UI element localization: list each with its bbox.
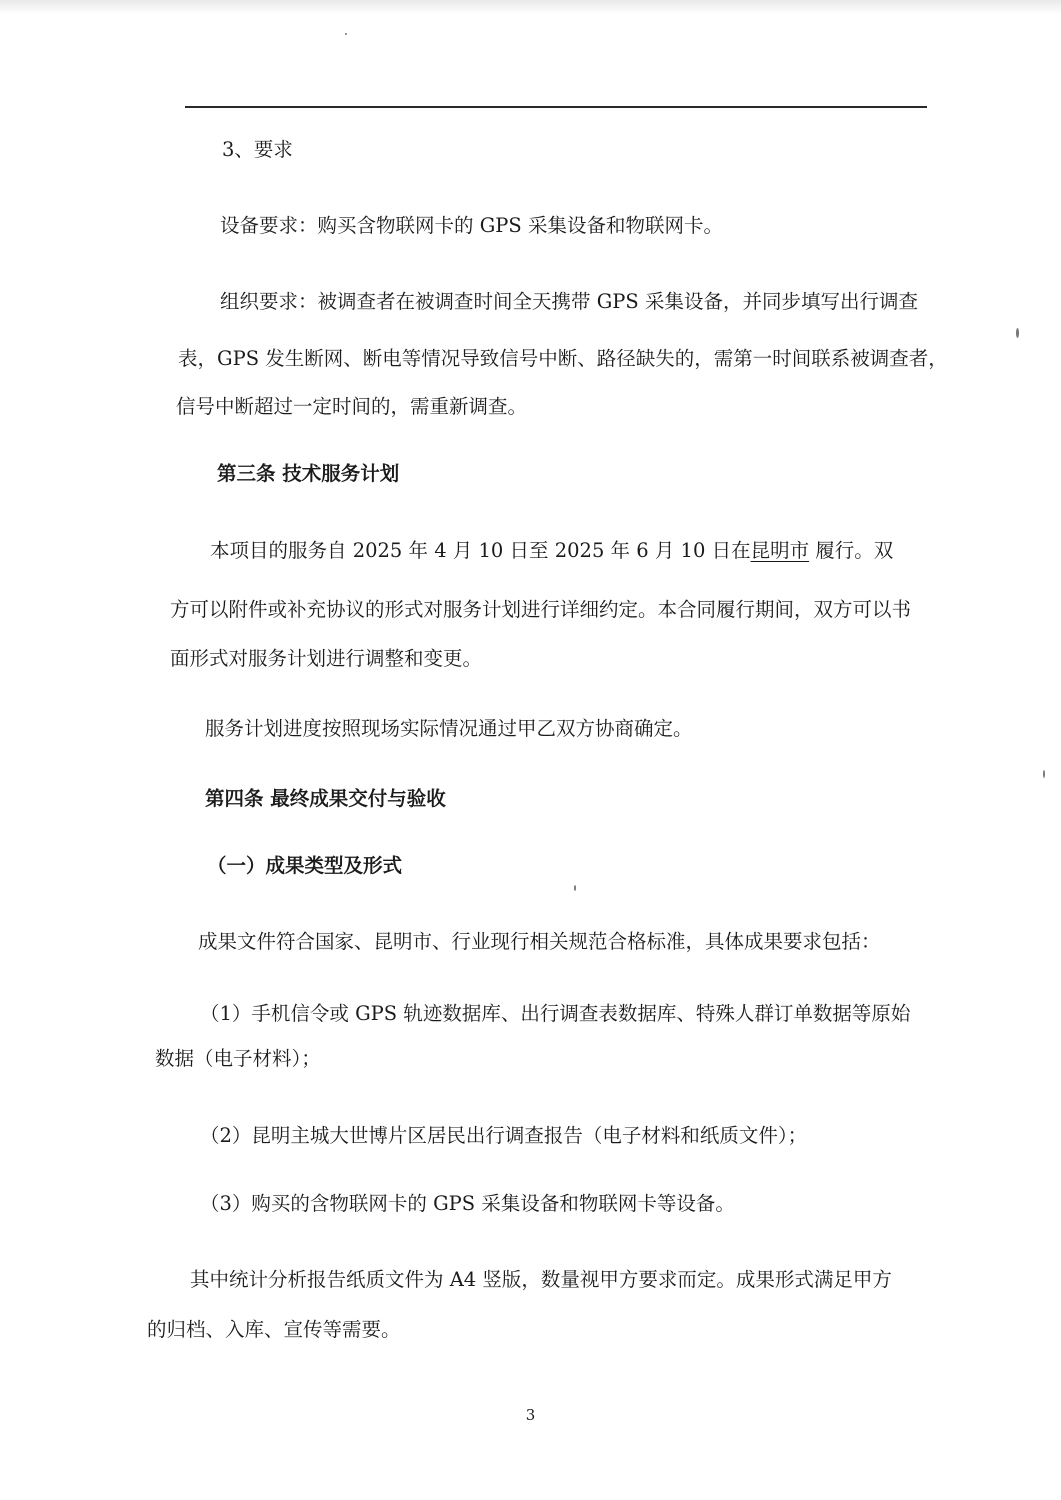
article-3-paragraph-line-2: 方可以附件或补充协议的形式对服务计划进行详细约定。本合同履行期间，双方可以书 [170,598,912,621]
equipment-requirement: 设备要求：购买含物联网卡的 GPS 采集设备和物联网卡。 [220,214,723,237]
item-1-line-2: 数据（电子材料）； [155,1047,321,1070]
org-requirement-line-1: 组织要求：被调查者在被调查时间全天携带 GPS 采集设备，并同步填写出行调查 [220,290,918,313]
closing-line-2: 的归档、入库、宣传等需要。 [147,1318,401,1341]
item-2: （2）昆明主城大世博片区居民出行调查报告（电子材料和纸质文件）； [200,1124,808,1147]
scan-speck [574,885,576,891]
article-3-schedule-note: 服务计划进度按照现场实际情况通过甲乙双方协商确定。 [205,717,693,740]
service-period-text: 本项目的服务自 2025 年 4 月 10 日至 2025 年 6 月 10 日在 [210,539,751,562]
service-period-suffix: 履行。双 [809,539,894,562]
article-4-title: 第四条 最终成果交付与验收 [205,787,446,810]
org-requirement-line-3: 信号中断超过一定时间的，需重新调查。 [176,395,528,418]
article-3-paragraph-line-1 [210,537,893,565]
subsection-1-title: （一）成果类型及形式 [207,854,403,877]
requirements-heading: 3、要求 [222,138,293,161]
scan-speck [1043,770,1045,778]
results-intro: 成果文件符合国家、昆明市、行业现行相关规范合格标准，具体成果要求包括： [198,930,881,953]
scan-edge-shadow [0,0,1061,14]
page-number: 3 [525,1406,536,1424]
service-city: 昆明市 [750,539,810,562]
scan-speck [345,33,347,35]
article-3-paragraph-line-3: 面形式对服务计划进行调整和变更。 [170,647,483,670]
closing-line-1: 其中统计分析报告纸质文件为 A4 竖版，数量视甲方要求而定。成果形式满足甲方 [190,1268,892,1291]
item-1-line-1: （1）手机信令或 GPS 轨迹数据库、出行调查表数据库、特殊人群订单数据等原始 [200,1002,911,1025]
item-3: （3）购买的含物联网卡的 GPS 采集设备和物联网卡等设备。 [200,1192,735,1215]
header-rule [185,106,927,108]
org-requirement-line-2: 表，GPS 发生断网、断电等情况导致信号中断、路径缺失的，需第一时间联系被调查者， [178,347,948,370]
article-3-title: 第三条 技术服务计划 [217,462,400,485]
scan-speck [1016,328,1019,338]
